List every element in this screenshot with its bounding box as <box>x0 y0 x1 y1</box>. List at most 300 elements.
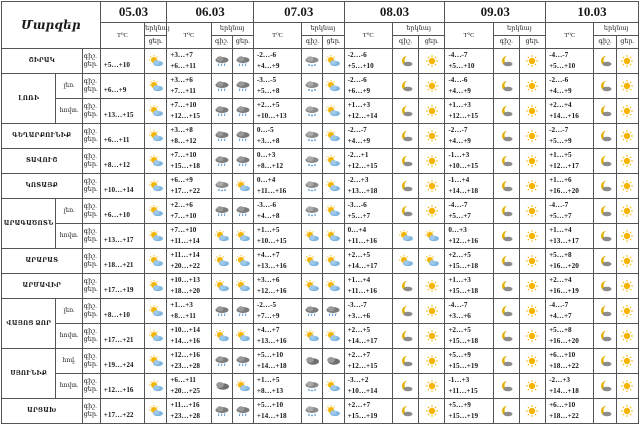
weather-icon <box>145 124 167 149</box>
forecast-row <box>2 199 639 224</box>
temp-range: +10…+14 +14…+16 <box>167 324 211 349</box>
weather-icon <box>392 349 418 374</box>
weather-icon <box>519 274 545 299</box>
temp-range: +12…+16 <box>100 374 144 399</box>
temp-header: T⁰C <box>253 23 301 49</box>
weather-icon <box>616 324 638 349</box>
weather-icon <box>519 299 545 324</box>
weather-icon <box>392 174 418 199</box>
temp-range: -4…-6 +4…+9 <box>445 74 493 99</box>
weather-icon <box>323 274 344 299</box>
temp-range: +19…+24 <box>100 349 144 374</box>
temp-range: +6…+9 <box>100 74 144 99</box>
night-header: գիշ. <box>493 36 519 49</box>
temp-range: -4…-7 +3…+6 <box>445 299 493 324</box>
weather-icon <box>232 74 253 99</box>
weather-icon <box>419 49 445 74</box>
weather-icon <box>616 124 638 149</box>
weather-icon <box>145 399 167 424</box>
temp-range: +17…+22 <box>100 399 144 424</box>
subzone-label: լեռ. <box>56 299 82 324</box>
weather-icon <box>211 349 232 374</box>
weather-icon <box>519 249 545 274</box>
temp-range: +5…+8 +16…+20 <box>546 324 594 349</box>
forecast-row <box>2 249 639 274</box>
weather-icon <box>594 324 616 349</box>
weather-icon <box>302 249 323 274</box>
temp-range: +5…+8 +16…+20 <box>546 249 594 274</box>
region-name: ԼՈՌԻ <box>2 74 56 124</box>
weather-icon <box>594 224 616 249</box>
weather-icon <box>323 49 344 74</box>
time-of-day: գիշ. ցեր. <box>82 399 100 424</box>
weather-icon <box>145 374 167 399</box>
temp-header: T⁰C <box>167 23 211 49</box>
temp-range: +11…+14 +20…+22 <box>167 249 211 274</box>
temp-range: +7…+10 +15…+18 <box>167 149 211 174</box>
temp-range: -4…-7 +5…+7 <box>546 199 594 224</box>
time-of-day: գիշ. ցեր. <box>82 199 100 224</box>
weather-icon <box>232 299 253 324</box>
weather-icon <box>232 374 253 399</box>
weather-icon <box>616 174 638 199</box>
temp-range: -2…+1 +12…+15 <box>344 149 392 174</box>
weather-icon <box>323 174 344 199</box>
weather-icon <box>419 399 445 424</box>
subzone-label: լեռ. <box>56 74 82 99</box>
temp-range: 0…+4 +11…+16 <box>253 174 301 199</box>
weather-icon <box>302 224 323 249</box>
temp-range: +1…+4 +13…+17 <box>546 224 594 249</box>
temp-range: -2…-6 +4…+9 <box>253 49 301 74</box>
day-header: ցեր. <box>232 36 253 49</box>
weather-icon <box>302 274 323 299</box>
weather-icon <box>392 99 418 124</box>
forecast-table <box>1 1 639 424</box>
forecast-row <box>2 149 639 174</box>
date-header: 05.03 <box>100 2 166 23</box>
weather-icon <box>323 349 344 374</box>
weather-icon <box>323 224 344 249</box>
weather-icon <box>594 399 616 424</box>
weather-icon <box>145 174 167 199</box>
temp-range: +11…+16 +23…+28 <box>167 399 211 424</box>
time-of-day: գիշ. ցեր. <box>82 49 100 74</box>
forecast-row <box>2 399 639 424</box>
temp-range: +18…+21 <box>100 249 144 274</box>
temp-range: +6…+11 +20…+25 <box>167 374 211 399</box>
temp-range: -2…-7 +4…+9 <box>344 124 392 149</box>
forecast-row <box>2 349 639 374</box>
weather-icon <box>211 224 232 249</box>
weather-icon <box>519 374 545 399</box>
weather-icon <box>419 99 445 124</box>
weather-icon <box>419 174 445 199</box>
weather-icon <box>302 374 323 399</box>
temp-range: +5…+10 +14…+18 <box>253 399 301 424</box>
region-name: ՇԻՐԱԿ <box>2 49 83 74</box>
night-header: գիշ. <box>392 36 418 49</box>
weather-icon <box>392 399 418 424</box>
temp-range: +1…+3 +8…+11 <box>167 299 211 324</box>
temp-range: +1…+3 +15…+18 <box>445 274 493 299</box>
temp-range: +8…+12 <box>100 149 144 174</box>
weather-icon <box>594 49 616 74</box>
weather-icon <box>493 324 519 349</box>
temp-range: +1…+5 +12…+17 <box>546 149 594 174</box>
temp-range: -3…-6 +4…+8 <box>253 199 301 224</box>
weather-icon <box>594 124 616 149</box>
temp-header: T⁰C <box>546 23 594 49</box>
forecast-row <box>2 374 639 399</box>
temp-range: +1…+3 +12…+15 <box>445 99 493 124</box>
subzone-label: հովտ. <box>56 324 82 349</box>
weather-icon <box>493 99 519 124</box>
weather-icon <box>211 99 232 124</box>
weather-icon <box>323 99 344 124</box>
weather-icon <box>232 124 253 149</box>
temp-range: +4…+7 +13…+16 <box>253 324 301 349</box>
weather-icon <box>519 174 545 199</box>
sky-header: երկնայ <box>493 23 545 36</box>
weather-icon <box>493 74 519 99</box>
sky-header: երկնայ <box>211 23 253 36</box>
weather-icon <box>493 224 519 249</box>
sky-header: երկնայ <box>145 23 167 36</box>
weather-icon <box>145 199 167 224</box>
weather-icon <box>493 349 519 374</box>
temp-range: +3…+6 +12…+16 <box>253 274 301 299</box>
temp-range: -2…+3 +14…+18 <box>546 374 594 399</box>
temp-range: -4…-7 +5…+10 <box>546 49 594 74</box>
weather-icon <box>145 49 167 74</box>
temp-range: +6…+10 +18…+22 <box>546 399 594 424</box>
weather-icon <box>323 124 344 149</box>
temp-range: -3…-7 +3…+6 <box>344 299 392 324</box>
region-name: ԿՈՏԱՅՔ <box>2 174 83 199</box>
weather-icon <box>323 324 344 349</box>
weather-icon <box>616 374 638 399</box>
weather-icon <box>616 399 638 424</box>
temp-range: -4…-7 +4…+7 <box>546 299 594 324</box>
day-header: ցեր. <box>323 36 344 49</box>
temp-range: +2…+5 +15…+18 <box>445 324 493 349</box>
temp-range: +6…+10 <box>100 199 144 224</box>
temp-range: +6…+10 +18…+22 <box>546 349 594 374</box>
sky-header: երկնայ <box>594 23 639 36</box>
weather-icon <box>211 124 232 149</box>
weather-icon <box>302 74 323 99</box>
temp-range: -4…-7 +5…+7 <box>445 199 493 224</box>
weather-icon <box>493 249 519 274</box>
weather-icon <box>519 324 545 349</box>
weather-icon <box>323 249 344 274</box>
weather-icon <box>211 199 232 224</box>
temp-range: 0…+3 +12…+16 <box>445 224 493 249</box>
weather-icon <box>302 349 323 374</box>
weather-icon <box>519 224 545 249</box>
weather-icon <box>145 274 167 299</box>
weather-icon <box>232 224 253 249</box>
temp-range: +1…+4 +11…+16 <box>344 274 392 299</box>
weather-icon <box>232 99 253 124</box>
temp-header: T⁰C <box>344 23 392 49</box>
weather-icon <box>519 124 545 149</box>
weather-icon <box>211 274 232 299</box>
time-of-day: գիշ. ցեր. <box>82 149 100 174</box>
weather-icon <box>419 274 445 299</box>
date-header: 10.03 <box>546 2 639 23</box>
time-of-day: գիշ. ցեր. <box>82 374 100 399</box>
night-header: գիշ. <box>211 36 232 49</box>
time-of-day: գիշ. ցեր. <box>82 274 100 299</box>
weather-icon <box>419 349 445 374</box>
temp-range: +2…+5 +15…+18 <box>445 249 493 274</box>
day-header: ցեր. <box>519 36 545 49</box>
forecast-row <box>2 74 639 99</box>
weather-icon <box>493 149 519 174</box>
weather-icon <box>419 124 445 149</box>
subzone-label: հովտ. <box>56 224 82 249</box>
temp-range: +1…+6 +16…+20 <box>546 174 594 199</box>
temp-range: +2…+5 +14…+17 <box>344 324 392 349</box>
forecast-row <box>2 49 639 74</box>
sky-header: երկնայ <box>302 23 344 36</box>
weather-icon <box>616 74 638 99</box>
temp-range: -2…-6 +4…+9 <box>546 74 594 99</box>
weather-icon <box>302 99 323 124</box>
temp-range: -2…-5 +7…+9 <box>253 299 301 324</box>
temp-range: +13…+15 <box>100 99 144 124</box>
temp-range: +5…+9 +15…+19 <box>445 399 493 424</box>
weather-icon <box>392 224 418 249</box>
weather-icon <box>232 174 253 199</box>
temp-range: -1…+3 +10…+15 <box>445 149 493 174</box>
subzone-label: լեռ. <box>56 199 82 224</box>
weather-icon <box>616 299 638 324</box>
temp-range: +3…+7 +6…+11 <box>167 49 211 74</box>
weather-icon <box>519 99 545 124</box>
weather-icon <box>616 249 638 274</box>
forecast-row <box>2 324 639 349</box>
weather-icon <box>616 99 638 124</box>
temp-range: +8…+10 <box>100 299 144 324</box>
forecast-row <box>2 124 639 149</box>
region-name: ՏԱՎՈՒՇ <box>2 149 83 174</box>
subzone-label: հովտ. <box>56 99 82 124</box>
day-header: ցեր. <box>616 36 638 49</box>
temp-range: -3…+2 +10…+14 <box>344 374 392 399</box>
weather-icon <box>232 149 253 174</box>
weather-icon <box>302 399 323 424</box>
weather-icon <box>616 49 638 74</box>
weather-icon <box>519 399 545 424</box>
weather-icon <box>145 324 167 349</box>
weather-icon <box>493 124 519 149</box>
weather-icon <box>323 374 344 399</box>
time-of-day: գիշ. ցեր. <box>82 224 100 249</box>
weather-icon <box>392 149 418 174</box>
temp-range: +10…+13 +18…+20 <box>167 274 211 299</box>
night-header: գիշ. <box>302 36 323 49</box>
temp-range: +2…+7 +15…+19 <box>344 399 392 424</box>
date-header: 07.03 <box>253 2 344 23</box>
weather-icon <box>392 199 418 224</box>
weather-icon <box>232 49 253 74</box>
date-header: 08.03 <box>344 2 445 23</box>
weather-icon <box>392 274 418 299</box>
weather-icon <box>594 374 616 399</box>
region-name: ԱՐՑԱԽ <box>2 399 83 424</box>
weather-icon <box>594 74 616 99</box>
weather-icon <box>519 149 545 174</box>
date-header: 06.03 <box>167 2 254 23</box>
weather-icon <box>616 199 638 224</box>
weather-icon <box>594 99 616 124</box>
temp-range: -1…+3 +11…+15 <box>445 374 493 399</box>
weather-icon <box>323 399 344 424</box>
temp-range: +17…+19 <box>100 274 144 299</box>
time-of-day: գիշ. ցեր. <box>82 349 100 374</box>
temp-range: -2…-6 +5…+10 <box>344 49 392 74</box>
weather-icon <box>211 374 232 399</box>
weather-icon <box>211 399 232 424</box>
weather-icon <box>211 49 232 74</box>
region-name: ԱՐԱՐԱՏ <box>2 249 83 274</box>
weather-icon <box>211 249 232 274</box>
weather-icon <box>419 149 445 174</box>
weather-icon <box>493 49 519 74</box>
weather-icon <box>493 174 519 199</box>
weather-icon <box>616 224 638 249</box>
weather-icon <box>392 124 418 149</box>
time-of-day: գիշ. ցեր. <box>82 324 100 349</box>
time-of-day: գիշ. ցեր. <box>82 124 100 149</box>
weather-icon <box>493 374 519 399</box>
temp-range: +3…+6 +7…+11 <box>167 74 211 99</box>
weather-icon <box>616 349 638 374</box>
temp-range: +6…+11 <box>100 124 144 149</box>
weather-icon <box>419 374 445 399</box>
weather-icon <box>392 49 418 74</box>
temp-range: 0…+3 +8…+12 <box>253 149 301 174</box>
time-of-day: գիշ. ցեր. <box>82 249 100 274</box>
temp-range: +2…+5 +10…+13 <box>253 99 301 124</box>
night-header: գիշ. <box>594 36 616 49</box>
weather-icon <box>493 199 519 224</box>
time-of-day: գիշ. ցեր. <box>82 99 100 124</box>
forecast-row <box>2 274 639 299</box>
region-name: ՎԱՅՈՑ ՁՈՐ <box>2 299 56 349</box>
temp-range: -3…-5 +5…+8 <box>253 74 301 99</box>
temp-range: +1…+5 +8…+13 <box>253 374 301 399</box>
weather-icon <box>302 324 323 349</box>
forecast-row <box>2 99 639 124</box>
weather-icon <box>145 299 167 324</box>
weather-icon <box>323 299 344 324</box>
weather-icon <box>145 349 167 374</box>
region-name: ՍՅՈՒՆԻՔ <box>2 349 56 399</box>
temp-range: 0…-5 +3…+8 <box>253 124 301 149</box>
temp-range: +1…+5 +10…+15 <box>253 224 301 249</box>
temp-range: +4…+7 +13…+16 <box>253 249 301 274</box>
temp-range: +5…+10 <box>100 49 144 74</box>
region-name: ԱՐՄԱՎԻՐ <box>2 274 83 299</box>
temp-header: T⁰C <box>445 23 493 49</box>
weather-icon <box>302 124 323 149</box>
temp-header: T⁰C <box>100 23 144 49</box>
temp-range: +1…+3 +12…+14 <box>344 99 392 124</box>
weather-icon <box>302 299 323 324</box>
weather-icon <box>145 149 167 174</box>
temp-range: +7…+10 +12…+15 <box>167 99 211 124</box>
weather-icon <box>145 99 167 124</box>
weather-icon <box>419 249 445 274</box>
sky-header: երկնայ <box>392 23 444 36</box>
temp-range: +13…+17 <box>100 224 144 249</box>
time-of-day: գիշ. ցեր. <box>82 174 100 199</box>
date-header: 09.03 <box>445 2 546 23</box>
temp-range: -2…-7 +4…+9 <box>445 124 493 149</box>
weather-icon <box>302 174 323 199</box>
temp-range: +2…+4 +14…+16 <box>546 99 594 124</box>
temp-range: -3…-6 +5…+7 <box>344 199 392 224</box>
weather-icon <box>323 199 344 224</box>
weather-icon <box>594 349 616 374</box>
temp-range: -4…-7 +5…+10 <box>445 49 493 74</box>
temp-range: -2…-7 +5…+9 <box>546 124 594 149</box>
temp-range: -1…+4 +14…+18 <box>445 174 493 199</box>
weather-icon <box>232 249 253 274</box>
weather-icon <box>211 324 232 349</box>
time-of-day: գիշ. ցեր. <box>82 299 100 324</box>
weather-icon <box>419 324 445 349</box>
weather-icon <box>594 199 616 224</box>
subzone-label: հով. <box>56 349 82 374</box>
weather-icon <box>519 349 545 374</box>
temp-range: +3…+8 +8…+12 <box>167 124 211 149</box>
temp-range: +17…+21 <box>100 324 144 349</box>
weather-icon <box>616 274 638 299</box>
region-name: ԳԵՂԱՐՔՈՒՆԻՔ <box>2 124 83 149</box>
weather-icon <box>392 249 418 274</box>
subzone-label: հովտ. <box>56 374 82 399</box>
weather-icon <box>594 249 616 274</box>
weather-icon <box>616 149 638 174</box>
time-of-day: գիշ. ցեր. <box>82 74 100 99</box>
weather-icon <box>419 299 445 324</box>
forecast-row <box>2 299 639 324</box>
weather-icon <box>594 174 616 199</box>
temp-range: +5…+9 +15…+19 <box>445 349 493 374</box>
weather-icon <box>519 49 545 74</box>
forecast-row <box>2 224 639 249</box>
temp-range: -2…-6 +6…+9 <box>344 74 392 99</box>
weather-icon <box>323 74 344 99</box>
weather-icon <box>232 399 253 424</box>
temp-range: +12…+16 +23…+28 <box>167 349 211 374</box>
weather-icon <box>323 149 344 174</box>
temp-range: +5…+10 +14…+18 <box>253 349 301 374</box>
weather-icon <box>302 49 323 74</box>
temp-range: +2…+7 +12…+15 <box>344 349 392 374</box>
weather-icon <box>211 299 232 324</box>
weather-icon <box>493 274 519 299</box>
weather-icon <box>493 399 519 424</box>
regions-header: Մարզեր <box>2 2 101 49</box>
weather-icon <box>211 174 232 199</box>
day-header: ցեր. <box>419 36 445 49</box>
